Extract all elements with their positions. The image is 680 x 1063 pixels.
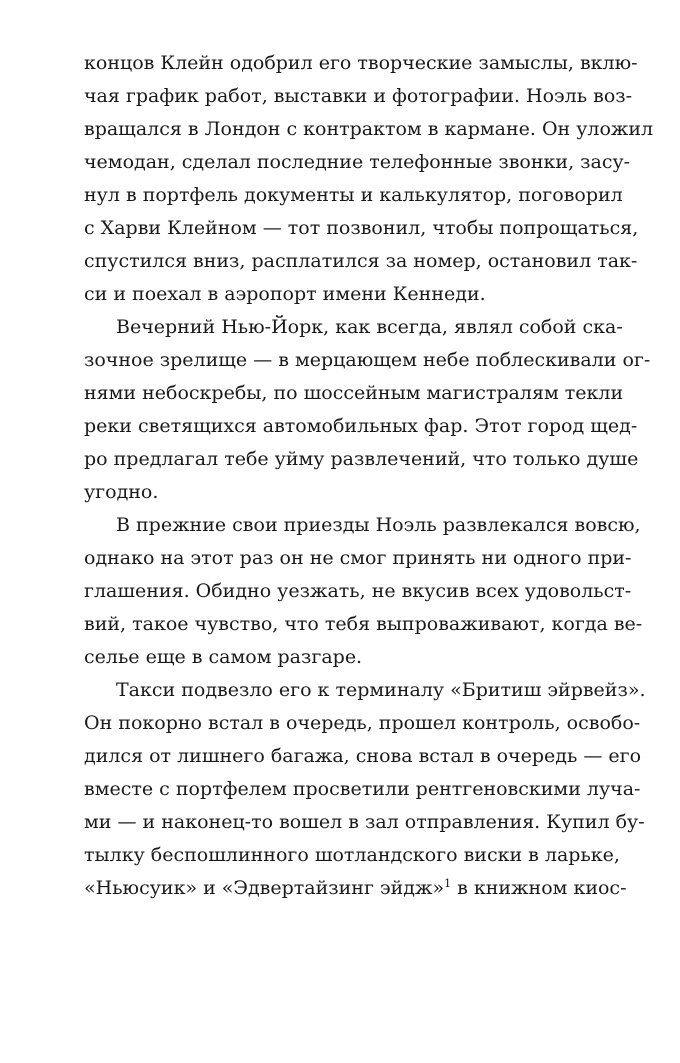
text-line: ми — и наконец-то вошел в зал отправления. Купил бу- <box>84 811 645 833</box>
text-line: чая график работ, выставки и фотографии. Ноэль воз- <box>84 85 633 107</box>
text-line: угодно. <box>84 481 159 503</box>
text-line: ро предлагал тебе уйму развлечений, что только душе <box>84 448 639 470</box>
text-line: В прежние свои приезды Ноэль развлекался вовсю, <box>116 514 641 536</box>
text-line: дился от лишнего багажа, снова встал в очередь — его <box>84 745 642 767</box>
text-line: вместе с портфелем просветили рентгеновскими луча- <box>84 778 641 800</box>
text-line: тылку беспошлинного шотландского виски в ларьке, <box>84 844 620 866</box>
text-line-with-footnote-ref <box>84 872 627 904</box>
text-line: чемодан, сделал последние телефонные звонки, засу- <box>84 151 631 173</box>
text-line: глашения. Обидно уезжать, не вкусив всех удовольст- <box>84 580 632 602</box>
text-line: однако на этот раз он не смог принять ни одного при- <box>84 547 632 569</box>
text-line: зочное зрелище — в мерцающем небе поблескивали ог- <box>84 349 651 371</box>
text-line: нями небоскребы, по шоссейным магистралям текли <box>84 382 624 404</box>
text-line: спустился вниз, расплатился за номер, остановил так- <box>84 250 638 272</box>
text-line: вий, такое чувство, что тебя выпроваживают, когда ве- <box>84 613 643 635</box>
text-line: концов Клейн одобрил его творческие замыслы, вклю- <box>84 52 638 74</box>
text-line: с Харви Клейном — тот позвонил, чтобы попрощаться, <box>84 217 639 239</box>
text-line: Вечерний Нью-Йорк, как всегда, являл собой ска- <box>116 316 623 338</box>
text-line: селье еще в самом разгаре. <box>84 646 363 668</box>
text-line: реки светящихся автомобильных фар. Этот город щед- <box>84 415 638 437</box>
text-line: си и поехал в аэропорт имени Кеннеди. <box>84 283 486 305</box>
text-fragment: «Ньюсуик» и «Эдвертайзинг эйдж» <box>84 877 445 899</box>
footnote-reference[interactable]: 1 <box>444 877 452 890</box>
text-line: Такси подвезло его к терминалу «Бритиш эйрвейз». <box>116 679 646 701</box>
text-line: вращался в Лондон с контрактом в кармане. Он уложил <box>84 118 654 140</box>
text-line: нул в портфель документы и калькулятор, поговорил <box>84 184 623 206</box>
text-line: Он покорно встал в очередь, прошел контроль, освобо- <box>84 712 641 734</box>
text-fragment: в книжном киос- <box>451 877 627 899</box>
